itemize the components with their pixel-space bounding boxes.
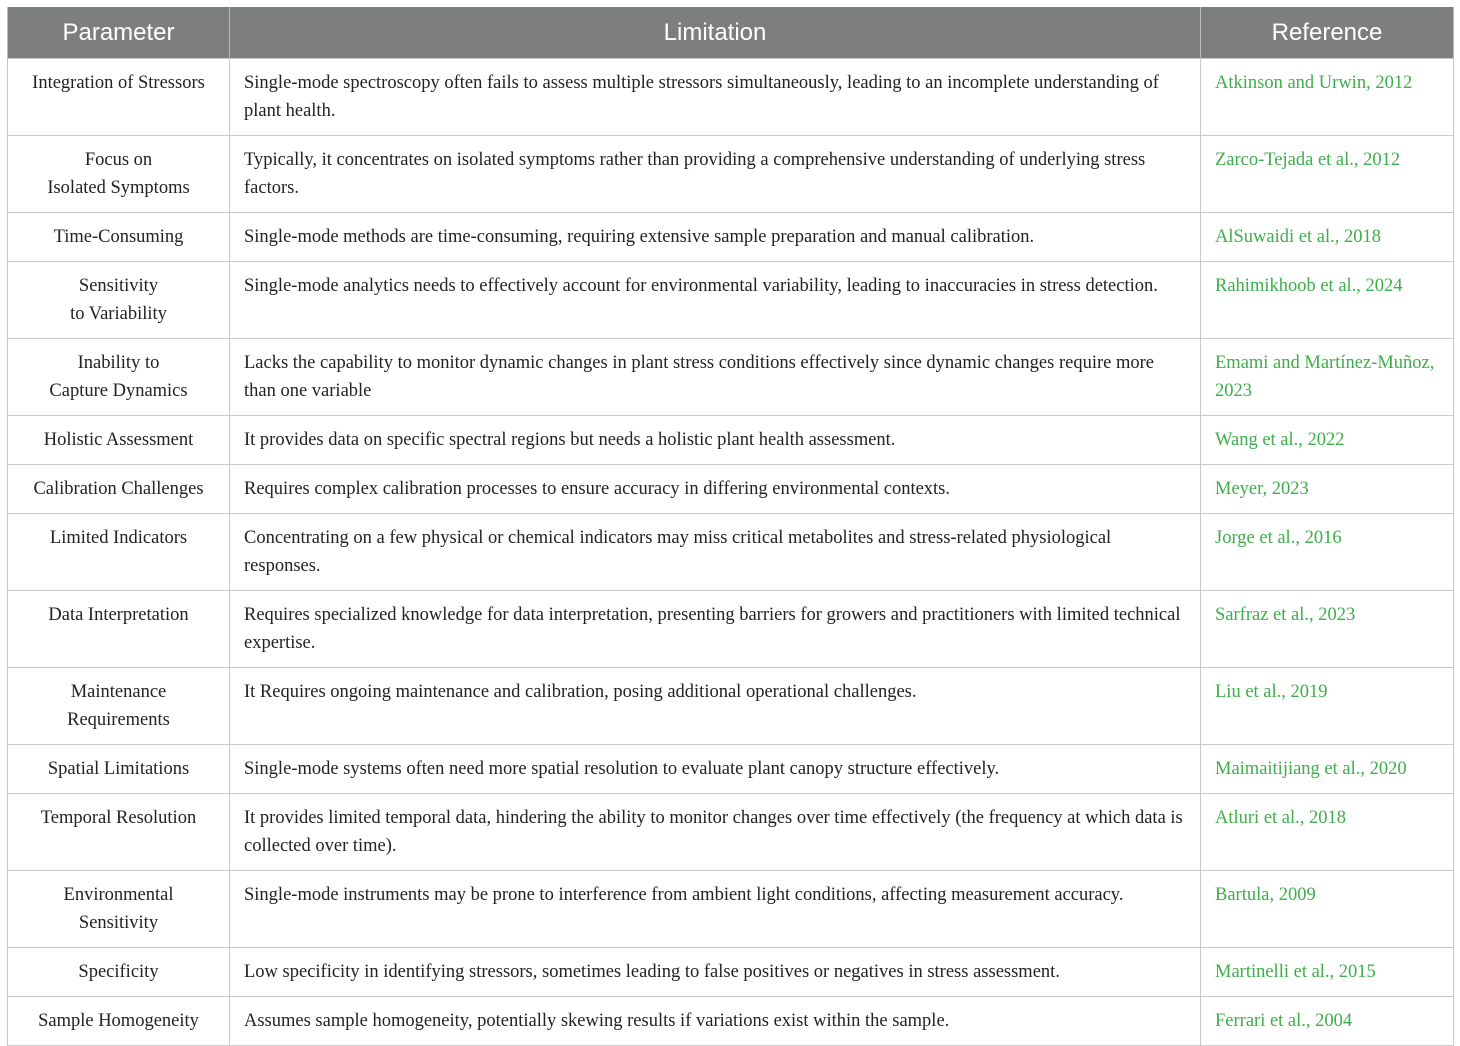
limitation-cell: Requires specialized knowledge for data interpretation, presenting barriers for growers and practitioners with limited technical expertise. [230, 591, 1201, 668]
reference-link[interactable]: Maimaitijiang et al., 2020 [1201, 745, 1454, 794]
limitation-cell: Requires complex calibration processes to ensure accuracy in differing environmental contexts. [230, 465, 1201, 514]
parameter-cell: Sample Homogeneity [8, 997, 230, 1046]
reference-link[interactable]: Atluri et al., 2018 [1201, 794, 1454, 871]
limitations-table [7, 7, 1454, 1046]
limitation-cell: Lacks the capability to monitor dynamic changes in plant stress conditions effectively since dynamic changes require more than one variable [230, 339, 1201, 416]
table-row [8, 59, 1454, 136]
header-parameter: Parameter [8, 7, 230, 59]
parameter-cell: Focus on Isolated Symptoms [8, 136, 230, 213]
limitation-cell: It provides limited temporal data, hindering the ability to monitor changes over time effectively (the frequency at which data is collected over time). [230, 794, 1201, 871]
parameter-cell: Time-Consuming [8, 213, 230, 262]
reference-link[interactable]: Bartula, 2009 [1201, 871, 1454, 948]
table-row [8, 591, 1454, 668]
parameter-cell: Environmental Sensitivity [8, 871, 230, 948]
parameter-cell: Limited Indicators [8, 514, 230, 591]
table-header [8, 7, 1454, 59]
reference-link[interactable]: Liu et al., 2019 [1201, 668, 1454, 745]
parameter-cell: Integration of Stressors [8, 59, 230, 136]
table-row [8, 136, 1454, 213]
reference-link[interactable]: Meyer, 2023 [1201, 465, 1454, 514]
reference-link[interactable]: AlSuwaidi et al., 2018 [1201, 213, 1454, 262]
parameter-cell: Inability to Capture Dynamics [8, 339, 230, 416]
parameter-cell: Holistic Assessment [8, 416, 230, 465]
reference-link[interactable]: Emami and Martínez-Muñoz, 2023 [1201, 339, 1454, 416]
reference-link[interactable]: Atkinson and Urwin, 2012 [1201, 59, 1454, 136]
table-row [8, 339, 1454, 416]
limitation-cell: It provides data on specific spectral regions but needs a holistic plant health assessment. [230, 416, 1201, 465]
parameter-cell: Spatial Limitations [8, 745, 230, 794]
limitation-cell: Single-mode spectroscopy often fails to assess multiple stressors simultaneously, leading to an incomplete understanding of plant health. [230, 59, 1201, 136]
header-row [8, 7, 1454, 59]
parameter-cell: Temporal Resolution [8, 794, 230, 871]
limitation-cell: Single-mode systems often need more spatial resolution to evaluate plant canopy structure effectively. [230, 745, 1201, 794]
table-body [8, 59, 1454, 1046]
table-row [8, 871, 1454, 948]
limitation-cell: Assumes sample homogeneity, potentially skewing results if variations exist within the sample. [230, 997, 1201, 1046]
reference-link[interactable]: Rahimikhoob et al., 2024 [1201, 262, 1454, 339]
table-row [8, 668, 1454, 745]
table-row [8, 794, 1454, 871]
table-row [8, 745, 1454, 794]
table-row [8, 997, 1454, 1046]
header-limitation: Limitation [230, 7, 1201, 59]
reference-link[interactable]: Jorge et al., 2016 [1201, 514, 1454, 591]
reference-link[interactable]: Zarco-Tejada et al., 2012 [1201, 136, 1454, 213]
table-row [8, 416, 1454, 465]
limitation-cell: Concentrating on a few physical or chemical indicators may miss critical metabolites and stress-related physiological responses. [230, 514, 1201, 591]
reference-link[interactable]: Wang et al., 2022 [1201, 416, 1454, 465]
parameter-cell: Data Interpretation [8, 591, 230, 668]
table-row [8, 948, 1454, 997]
limitation-cell: Single-mode instruments may be prone to interference from ambient light conditions, affecting measurement accuracy. [230, 871, 1201, 948]
limitation-cell: Single-mode methods are time-consuming, requiring extensive sample preparation and manual calibration. [230, 213, 1201, 262]
parameter-cell: Sensitivity to Variability [8, 262, 230, 339]
header-reference: Reference [1201, 7, 1454, 59]
reference-link[interactable]: Martinelli et al., 2015 [1201, 948, 1454, 997]
parameter-cell: Specificity [8, 948, 230, 997]
limitation-cell: Single-mode analytics needs to effectively account for environmental variability, leading to inaccuracies in stress detection. [230, 262, 1201, 339]
reference-link[interactable]: Sarfraz et al., 2023 [1201, 591, 1454, 668]
table-row [8, 213, 1454, 262]
limitation-cell: Low specificity in identifying stressors, sometimes leading to false positives or negatives in stress assessment. [230, 948, 1201, 997]
limitation-cell: Typically, it concentrates on isolated symptoms rather than providing a comprehensive understanding of underlying stress factors. [230, 136, 1201, 213]
table-row [8, 514, 1454, 591]
parameter-cell: Maintenance Requirements [8, 668, 230, 745]
limitation-cell: It Requires ongoing maintenance and calibration, posing additional operational challenges. [230, 668, 1201, 745]
parameter-cell: Calibration Challenges [8, 465, 230, 514]
table-row [8, 465, 1454, 514]
table-row [8, 262, 1454, 339]
reference-link[interactable]: Ferrari et al., 2004 [1201, 997, 1454, 1046]
